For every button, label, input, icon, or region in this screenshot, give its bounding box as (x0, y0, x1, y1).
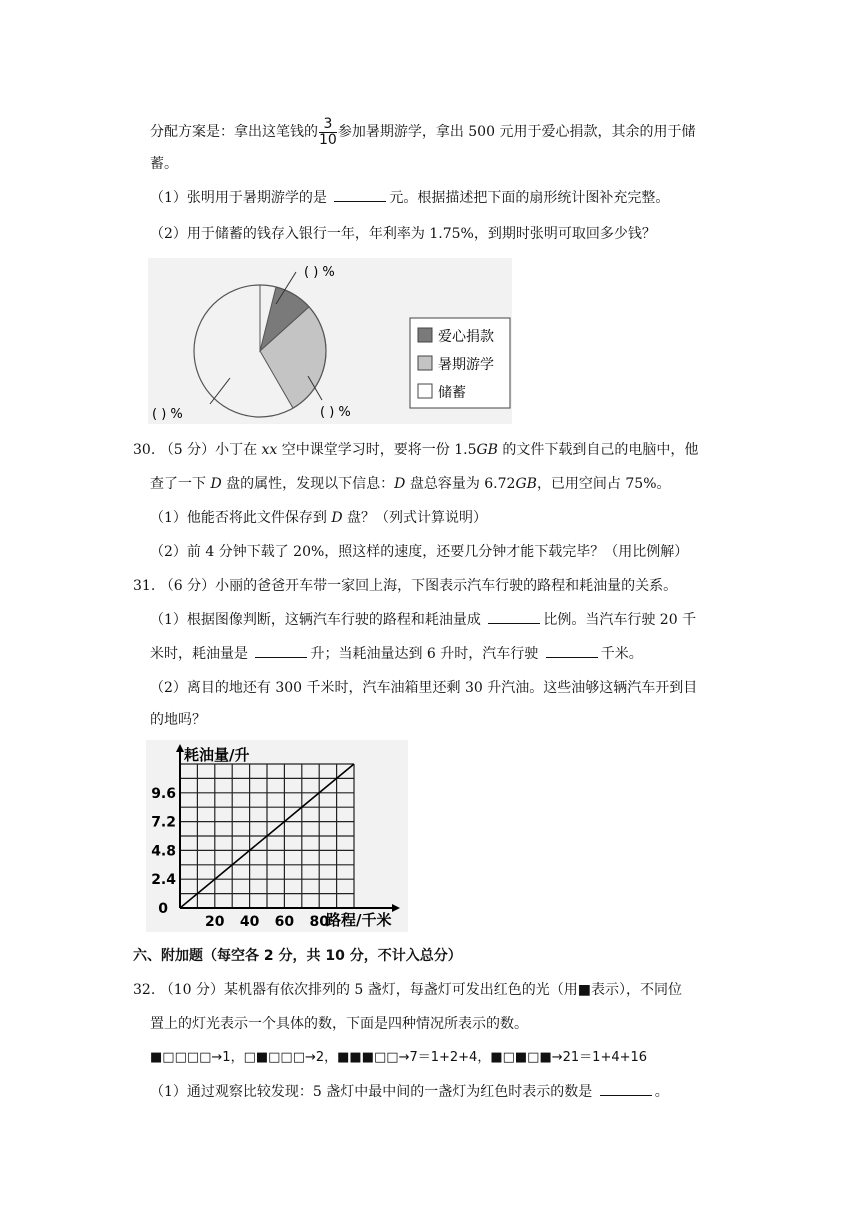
question-31-line-1: 31. （6 分）小丽的爸爸开车带一家回上海，下图表示汽车行驶的路程和耗油量的关系。 (133, 578, 678, 594)
q30-l2-c: 盘总容量为 6.72 (405, 476, 516, 492)
answer-blank[interactable] (334, 189, 386, 202)
question-32-line-1: 32. （10 分）某机器有依次排列的 5 盏灯，每盏灯可发出红色的光（用■表示），不同位 (133, 982, 683, 998)
y-tick-label: 7.2 (151, 814, 176, 831)
q32-s1-a: （1）通过观察比较发现：5 盏灯中最中间的一盏灯为红色时表示的数是 (150, 1084, 597, 1100)
q29-1-text-b: 元。根据描述把下面的扇形统计图补充完整。 (389, 190, 670, 206)
q30-s1-a: （1）他能否将此文件保存到 (150, 510, 332, 526)
q32-s1-b: 。 (654, 1084, 669, 1100)
q30-s1-d: D (331, 510, 343, 526)
x-axis-label: 路程/千米 (326, 911, 392, 929)
intro-text-b: 参加暑期游学，拿出 500 元用于爱心捐款，其余的用于储 (337, 124, 696, 140)
q31-s1-e: 千米。 (600, 646, 643, 662)
pie-label-right: ( ) % (320, 405, 351, 420)
question-30-sub-2: （2）前 4 分钟下载了 20%，照这样的速度，还要几分钟才能下载完毕？（用比例解） (150, 544, 689, 560)
legend-swatch-save (418, 384, 432, 398)
question-32-sub-1 (150, 1082, 669, 1102)
answer-blank[interactable] (255, 645, 307, 658)
q31-s1-d: 升；当耗油量达到 6 升时，汽车行驶 (310, 646, 543, 662)
answer-blank[interactable] (600, 1083, 652, 1096)
q30-text-b: 空中课堂学习时，要将一份 1.5 (277, 442, 477, 458)
q31-s1-c: 米时，耗油量是 (150, 646, 253, 662)
q31-s1-a: （1）根据图像判断，这辆汽车行驶的路程和耗油量成 (150, 612, 486, 628)
fraction-numerator: 3 (319, 117, 337, 133)
fraction-denominator: 10 (319, 131, 337, 148)
x-tick-label: 60 (274, 914, 295, 930)
y-tick-label: 2.4 (151, 872, 176, 889)
pie-legend (410, 318, 510, 408)
pie-label-top: ( ) % (304, 265, 335, 280)
question-29-1 (150, 188, 669, 208)
answer-blank[interactable] (546, 645, 598, 658)
q29-1-text-a: （1）张明用于暑期游学的是 (150, 190, 332, 206)
x-tick-label: 80 (309, 914, 329, 930)
q30-l2-d2: D (394, 476, 406, 492)
q30-l2-d1: D (210, 476, 222, 492)
question-30-sub-1 (150, 508, 487, 528)
fuel-distance-chart (146, 740, 408, 932)
answer-blank[interactable] (488, 611, 540, 624)
q30-l2-gb: GB (515, 476, 537, 492)
q30-s1-b: 盘？（列式计算说明） (342, 510, 488, 526)
q30-l2-b: 盘的属性，发现以下信息： (221, 476, 395, 492)
x-tick-label: 40 (239, 914, 260, 930)
question-30-line-2 (150, 474, 671, 494)
question-32-line-2: 置上的灯光表示一个具体的数，下面是四种情况所表示的数。 (150, 1016, 528, 1032)
q30-l2-a: 查了一下 (150, 476, 211, 492)
fraction-3-10 (319, 117, 337, 148)
question-31-sub-1-a (150, 610, 696, 630)
intro-line-1 (150, 115, 695, 149)
q30-italic-xx: xx (261, 442, 278, 458)
legend-label-travel: 暑期游学 (438, 357, 494, 373)
y-tick-label: 9.6 (151, 785, 176, 802)
pie-chart-figure (148, 258, 512, 424)
legend-swatch-donate (418, 328, 432, 342)
legend-label-save: 储蓄 (438, 385, 466, 401)
question-31-sub-2-a: （2）离目的地还有 300 千米时，汽车油箱里还剩 30 升汽油。这些油够这辆汽车开到目 (150, 680, 698, 696)
intro-text-a: 分配方案是：拿出这笔钱的 (150, 124, 318, 140)
question-31-sub-1-b (150, 644, 643, 664)
intro-line-2: 蓄。 (150, 156, 178, 172)
q30-l2-e: ，已用空间占 75%。 (536, 476, 671, 492)
y-tick-label: 4.8 (151, 843, 176, 860)
question-29-2: （2）用于储蓄的钱存入银行一年，年利率为 1.75%，到期时张明可取回多少钱？ (150, 226, 656, 242)
y-tick-label: 0 (158, 901, 168, 917)
y-axis-label: 耗油量/升 (184, 746, 250, 764)
x-tick-label: 20 (205, 914, 225, 930)
q30-italic-gb: GB (476, 442, 498, 458)
section-6-title: 六、附加题（每空各 2 分，共 10 分，不计入总分） (133, 948, 462, 964)
legend-label-donate: 爱心捐款 (438, 329, 494, 345)
question-30-line-1 (133, 440, 698, 460)
q30-text-a: 30. （5 分）小丁在 (133, 442, 262, 458)
pie-label-left: ( ) % (152, 407, 183, 422)
legend-swatch-travel (418, 356, 432, 370)
question-32-line-3: ■□□□□→1，□■□□□→2，■■■□□→7＝1+2+4，■□■□■→21＝1+4+16 (150, 1050, 648, 1065)
q30-text-c: 的文件下载到自己的电脑中，他 (497, 442, 699, 458)
question-31-sub-2-b: 的地吗？ (150, 712, 206, 728)
q31-s1-b: 比例。当汽车行驶 20 千 (543, 612, 697, 628)
